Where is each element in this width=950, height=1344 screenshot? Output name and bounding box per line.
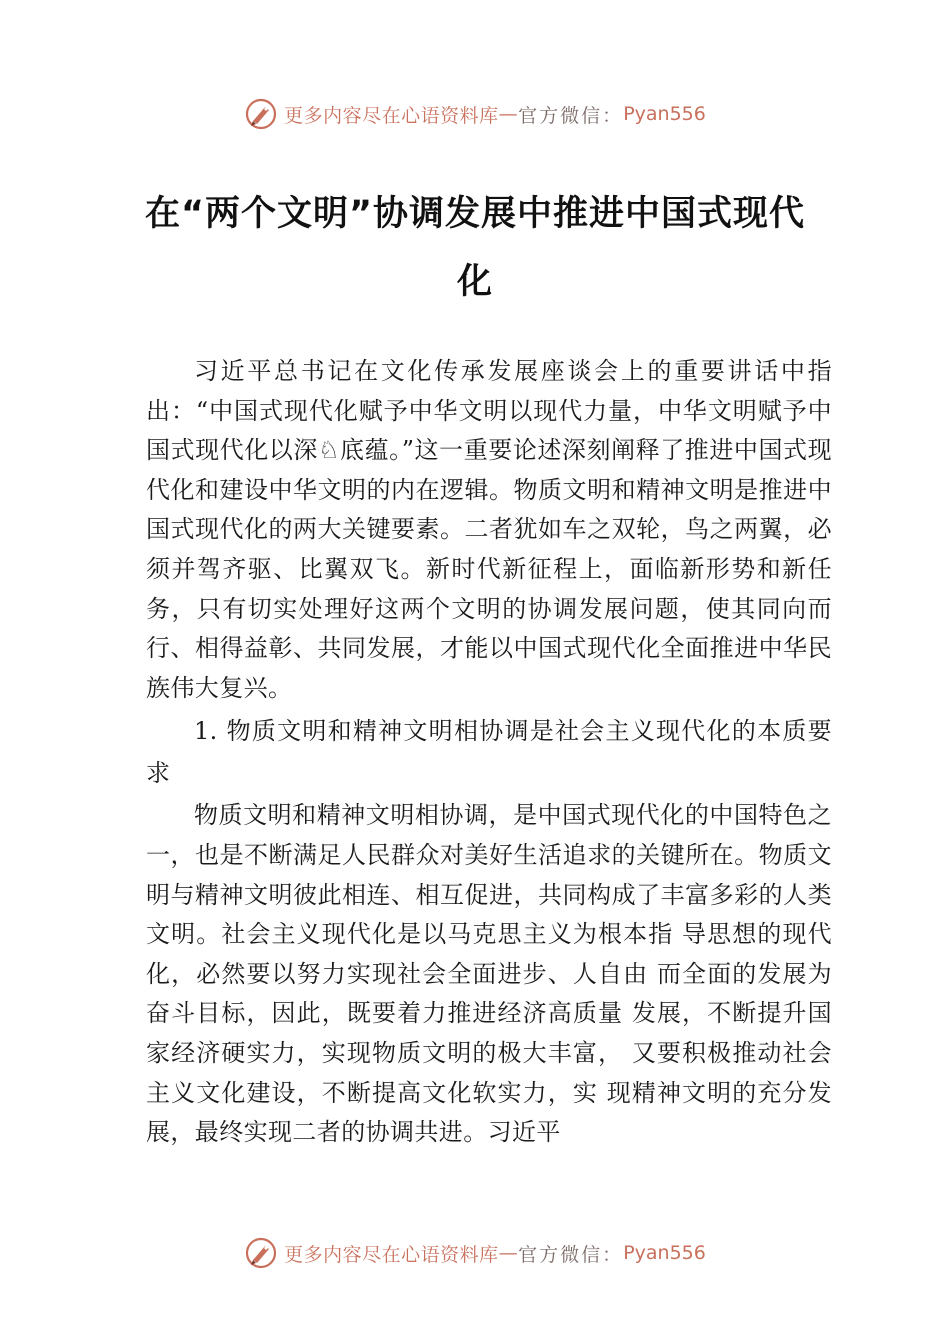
- banner-wechat-id: Pyan556: [623, 1242, 706, 1264]
- pen-nib-circle-logo-icon: [244, 1236, 278, 1270]
- banner-wechat-id: Pyan556: [623, 103, 706, 125]
- section-heading: 1. 物质文明和精神文明相协调是社会主义现代化的本质要求: [146, 717, 832, 788]
- pen-nib-circle-logo-icon: [244, 97, 278, 131]
- banner-separator: —: [498, 103, 519, 125]
- body-paragraph: 物质文明和精神文明相协调，是中国式现代化的中国特色之一，也是不断满足人民群众对美好生活追求的关键所在。物质文明与精神文明彼此相连、相互促进，共同构成了丰富多彩的人类文明。社会主义现代化是以马克思主义为根本指 导思想的现代化，必然要以努力实现社会全面进步、人自由 而全面的发展为奋斗目标，因此，既要着力推进经济高质量 发展，不断提升国家经济硬实力，实现物质文明的极大丰富， 又要积极推动社会主义文化建设，不断提高文化软实力，实 现精神文明的充分发展，最终实现二者的协调共进。习近平: [146, 801, 832, 1147]
- banner-separator: —: [498, 1242, 519, 1264]
- footer-banner: [0, 1233, 950, 1273]
- document-body: [146, 352, 832, 1153]
- document-title: 在“两个文明”协调发展中推进中国式现代化: [144, 194, 805, 302]
- header-banner: [0, 94, 950, 134]
- body-paragraph: 习近平总书记在文化传承发展座谈会上的重要讲话中指出：“中国式现代化赋予中华文明以现代力量，中华文明赋予中国式现代化以深♘底蕴。”这一重要论述深刻阐释了推进中国式现代化和建设中华文明的内在逻辑。物质文明和精神文明是推进中国式现代化的两大关键要素。二者犹如车之双轮，鸟之两翼，必须并驾齐驱、比翼双飞。新时代新征程上，面临新形势和新任务，只有切实处理好这两个文明的协调发展问题，使其同向而行、相得益彰、共同发展，才能以中国式现代化全面推进中华民族伟大复兴。: [146, 357, 832, 702]
- banner-wechat-label: 官方微信：: [518, 104, 624, 127]
- banner-site-text: 更多内容尽在心语资料库: [284, 104, 499, 127]
- banner-wechat-label: 官方微信：: [518, 1243, 624, 1266]
- banner-site-text: 更多内容尽在心语资料库: [284, 1243, 499, 1266]
